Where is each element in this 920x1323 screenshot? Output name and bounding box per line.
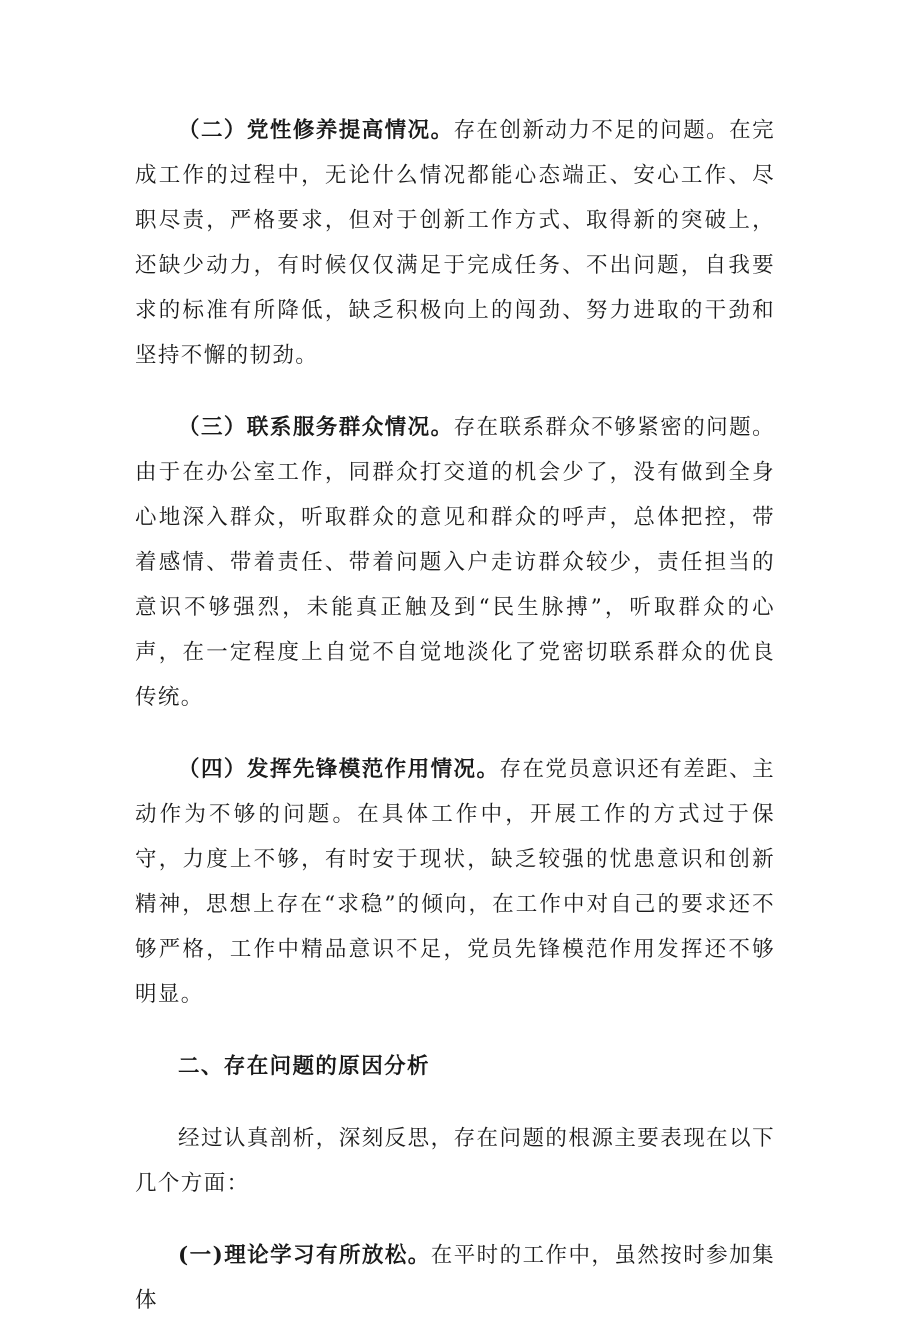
paragraph-vanguard-role <box>135 747 775 1017</box>
paragraph-serving-masses <box>135 405 775 720</box>
paragraph-party-cultivation <box>135 108 775 378</box>
paragraph-title: （四）发挥先锋模范作用情况。 <box>178 757 500 782</box>
paragraph-title: （三）联系服务群众情况。 <box>178 415 454 440</box>
paragraph-body: 存在创新动力不足的问题。在完成工作的过程中，无论什么情况都能心态端正、安心工作、尽职尽责，严格要求，但对于创新工作方式、取得新的突破上，还缺少动力，有时候仅仅满足于完成任务、不出问题，自我要求的标准有所降低，缺乏积极向上的闯劲、努力进取的干劲和坚持不懈的韧劲。 <box>135 118 775 368</box>
paragraph-title: (一)理论学习有所放松。 <box>178 1243 431 1268</box>
paragraph-title: （二）党性修养提高情况。 <box>178 118 454 143</box>
document-page <box>135 108 775 1323</box>
section-heading: 二、存在问题的原因分析 <box>178 1054 430 1079</box>
intro-paragraph: 经过认真剖析，深刻反思，存在问题的根源主要表现在以下几个方面： <box>135 1126 775 1196</box>
paragraph-body: 存在党员意识还有差距、主动作为不够的问题。在具体工作中，开展工作的方式过于保守，力度上不够，有时安于现状，缺乏较强的忧患意识和创新精神，思想上存在“求稳”的倾向，在工作中对自己的要求还不够严格，工作中精品意识不足，党员先锋模范作用发挥还不够明显。 <box>135 757 775 1007</box>
paragraph-body: 在平时的工作中，虽然按时参加集体 <box>135 1243 775 1313</box>
paragraph-theory-study <box>135 1233 775 1323</box>
paragraph-body: 存在联系群众不够紧密的问题。由于在办公室工作，同群众打交道的机会少了，没有做到全身心地深入群众，听取群众的意见和群众的呼声，总体把控，带着感情、带着责任、带着问题入户走访群众较少，责任担当的意识不够强烈，未能真正触及到“民生脉搏”，听取群众的心声，在一定程度上自觉不自觉地淡化了党密切联系群众的优良传统。 <box>135 415 775 710</box>
